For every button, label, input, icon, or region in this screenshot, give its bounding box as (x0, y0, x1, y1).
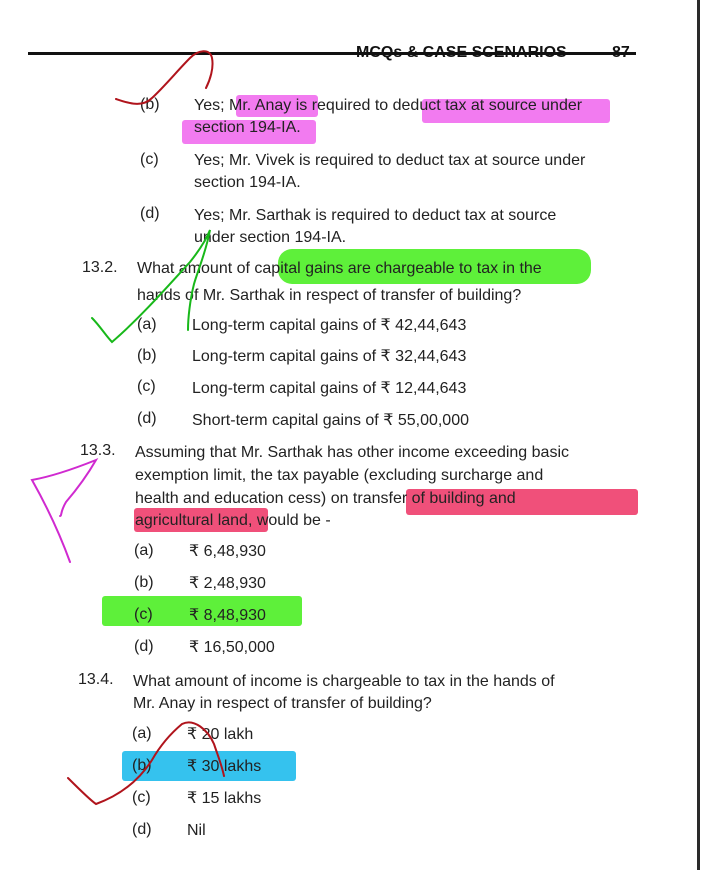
option-label: (d) (137, 410, 157, 427)
question-line: What amount of capital gains are chargeable to tax in the (137, 260, 542, 277)
page-edge-border (697, 0, 700, 870)
option-text-line: section 194-IA. (194, 174, 301, 191)
option-text-line: Yes; Mr. Anay is required to deduct tax at source under (194, 97, 583, 114)
option-text: ₹ 30 lakhs (187, 758, 262, 775)
option-text: ₹ 15 lakhs (187, 790, 262, 807)
option-text: ₹ 6,48,930 (189, 543, 266, 560)
option-text: Short-term capital gains of ₹ 55,00,000 (192, 412, 469, 429)
option-text-line: Yes; Mr. Sarthak is required to deduct tax at source (194, 207, 557, 224)
question-line: Mr. Anay in respect of transfer of building? (133, 695, 432, 712)
option-label: (b) (134, 574, 154, 591)
option-label: (d) (132, 821, 152, 838)
option-label: (a) (137, 316, 157, 333)
question-line: What amount of income is chargeable to tax in the hands of (133, 673, 555, 690)
option-text: ₹ 8,48,930 (189, 607, 266, 624)
option-label: (a) (134, 542, 154, 559)
question-line: exemption limit, the tax payable (excluding surcharge and (135, 467, 544, 484)
option-text: ₹ 2,48,930 (189, 575, 266, 592)
option-label: (c) (134, 606, 153, 623)
question-line: Assuming that Mr. Sarthak has other income exceeding basic (135, 444, 569, 461)
magenta-flag-mark-13-3 (32, 460, 96, 562)
option-label: (c) (132, 789, 151, 806)
question-line: agricultural land, would be - (135, 512, 331, 529)
option-text-line: under section 194-IA. (194, 229, 347, 246)
header-rule (28, 52, 636, 55)
option-text: Long-term capital gains of ₹ 42,44,643 (192, 317, 467, 334)
option-label: (d) (134, 638, 154, 655)
option-text: ₹ 16,50,000 (189, 639, 275, 656)
question-line: hands of Mr. Sarthak in respect of transfer of building? (137, 287, 522, 304)
option-label: (a) (132, 725, 152, 742)
option-label: (b) (137, 347, 157, 364)
option-label: (b) (140, 96, 160, 113)
option-text: Nil (187, 822, 206, 839)
option-label: (c) (140, 151, 159, 168)
option-label: (d) (140, 205, 160, 222)
option-text: Long-term capital gains of ₹ 32,44,643 (192, 348, 467, 365)
question-number: 13.4. (78, 671, 114, 688)
question-number: 13.2. (82, 259, 118, 276)
option-text: Long-term capital gains of ₹ 12,44,643 (192, 380, 467, 397)
option-text: ₹ 20 lakh (187, 726, 254, 743)
question-number: 13.3. (80, 442, 116, 459)
option-label: (c) (137, 378, 156, 395)
question-line: health and education cess) on transfer of building and (135, 490, 516, 507)
option-label: (b) (132, 757, 152, 774)
option-text-line: section 194-IA. (194, 119, 301, 136)
option-text-line: Yes; Mr. Vivek is required to deduct tax at source under (194, 152, 586, 169)
